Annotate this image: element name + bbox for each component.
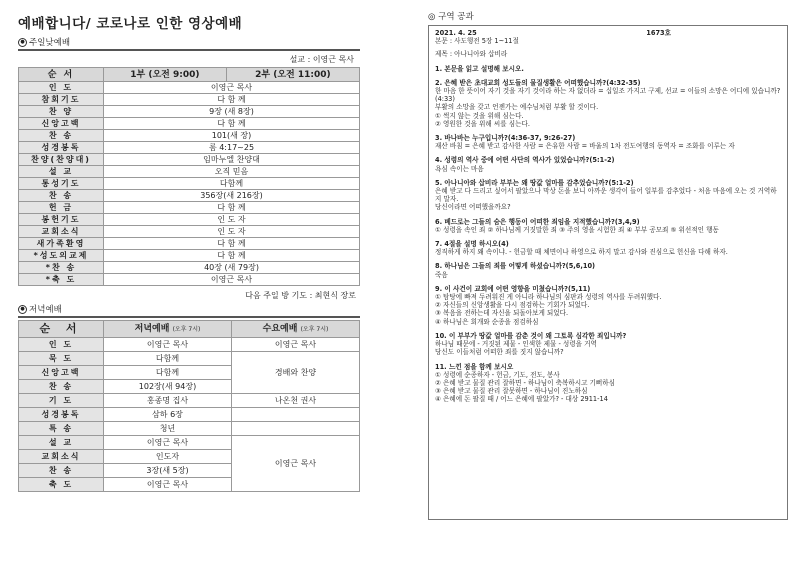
header-second-service: 2부 (오전 11:00)	[226, 68, 359, 82]
evening-rows	[19, 338, 360, 492]
sunday-rows	[19, 82, 360, 286]
question: 6. 베드로는 그들의 숨은 행동이 어떠한 죄임을 지적했습니까?(3,4,9)	[435, 217, 640, 226]
order-value: 이영근 목사	[104, 274, 360, 286]
table-row	[19, 274, 360, 286]
table-row	[19, 130, 360, 142]
table-row	[19, 394, 360, 408]
wednesday-value: 이영근 목사	[232, 436, 360, 492]
wednesday-value: 나온천 권사	[232, 394, 360, 408]
table-row	[19, 422, 360, 436]
order-value: 40장 (새 79장)	[104, 262, 360, 274]
evening-value: 3장(새 5장)	[104, 464, 232, 478]
order-label: 참회기도	[19, 94, 104, 106]
answer-line: ④ 하나님은 회개와 순종을 점검하심	[435, 317, 539, 326]
order-label: 새가족환영	[19, 238, 104, 250]
header-order: 순 서	[19, 68, 104, 82]
order-label: 찬 송	[19, 190, 104, 202]
date-row	[435, 29, 781, 37]
header-wednesday	[232, 321, 360, 338]
next-prayer: 다음 주일 방 기도 : 최현식 장로	[245, 291, 356, 300]
answer-line: ① 성령을 속인 죄 ② 하나님께 거짓말한 죄 ③ 주의 영을 시험한 죄 ④ 부부 공모죄 ⑤ 위선적인 행동	[435, 225, 719, 234]
order-label: 묵 도	[19, 352, 104, 366]
table-row	[19, 166, 360, 178]
issue-number: 1673호	[646, 29, 671, 37]
order-value: 356장(새 216장)	[104, 190, 360, 202]
answer-line: 당신이라면 어떠했을까요?	[435, 203, 511, 212]
order-label: 성경봉독	[19, 142, 104, 154]
order-value: 이영근 목사	[104, 82, 360, 94]
order-value: 9장 (새 8장)	[104, 106, 360, 118]
order-value: 101(새 장)	[104, 130, 360, 142]
order-value: 다 함 께	[104, 94, 360, 106]
order-label: 찬 송	[19, 130, 104, 142]
order-value: 다 함 께	[104, 238, 360, 250]
page-title: 예배합니다/ 코로나로 인한 영상예배	[18, 16, 243, 32]
evening-value: 다함께	[104, 352, 232, 366]
divider	[18, 316, 360, 318]
order-label: *축 도	[19, 274, 104, 286]
answer-line: ② 자신들의 신앙생활을 다시 점검하는 기회가 되었다.	[435, 301, 590, 310]
table-row	[19, 190, 360, 202]
table-row	[19, 94, 360, 106]
header-wednesday-label: 수요예배	[262, 323, 298, 334]
lesson-heading: ◎ 구역 공과	[428, 12, 474, 22]
table-row	[19, 106, 360, 118]
order-label: 통성기도	[19, 178, 104, 190]
question: 5. 아나니아와 삽비라 부부는 왜 땅값 얼마를 감추었습니까?(5:1-2)	[435, 178, 634, 187]
evening-value: 청년	[104, 422, 232, 436]
question: 4. 성령의 역사 중에 어떤 사단의 역사가 있었습니까?(5:1-2)	[435, 156, 615, 165]
order-value: 오직 믿음	[104, 166, 360, 178]
text-reference: 본문 : 사도행전 5장 1~11절	[435, 37, 519, 46]
answer-line: 부활의 소망을 갖고 언젠가는 예수님처럼 부활 할 것이다.	[435, 103, 599, 112]
evening-section-heading	[18, 303, 360, 315]
answer-line: 죽음	[435, 270, 448, 279]
answer-line: 하나님 때문에 - 거짓된 제물 - 인색한 제물 - 성령을 거역	[435, 340, 597, 349]
table-row	[19, 238, 360, 250]
order-label: 교회소식	[19, 226, 104, 238]
answer-line: 재산 바침 = 은혜 받고 감사한 사람 = 은유한 사람 = 바울의 1차 전도여행의 동역자 = 조화를 이루는 자	[435, 142, 735, 151]
answer-line: ③ 복음을 전하는데 자신을 되돌아보게 되었다.	[435, 309, 569, 318]
order-label: 교회소식	[19, 450, 104, 464]
table-row	[19, 250, 360, 262]
lesson-heading-label: 구역 공과	[438, 12, 474, 22]
lesson-subject: 제목 : 아나니아와 삽비라	[435, 50, 508, 59]
order-label: 신앙고백	[19, 118, 104, 130]
wednesday-value: 경배와 찬양	[232, 352, 360, 394]
header-evening-label: 저녁예배	[134, 323, 170, 334]
order-label: 봉헌기도	[19, 214, 104, 226]
header-evening-time: (오후 7시)	[172, 325, 201, 333]
order-label: 설 교	[19, 166, 104, 178]
table-row	[19, 352, 360, 366]
table-row	[19, 408, 360, 422]
worship-order-panel	[18, 12, 360, 492]
header-wednesday-time: (오후 7시)	[300, 325, 329, 333]
lesson-items	[435, 65, 781, 404]
lesson-box	[428, 25, 788, 520]
order-label: *성도의교제	[19, 250, 104, 262]
question: 9. 이 사건이 교회에 어떤 영향을 미쳤습니까?(5,11)	[435, 284, 591, 293]
cell-lesson-panel	[428, 10, 788, 520]
table-row	[19, 436, 360, 450]
table-row	[19, 154, 360, 166]
order-value: 다 함 께	[104, 202, 360, 214]
order-label: 성경봉독	[19, 408, 104, 422]
header-first-service: 1부 (오전 9:00)	[104, 68, 227, 82]
order-label: *찬 송	[19, 262, 104, 274]
question: 3. 바나바는 누구입니까?(4:36-37, 9:26-27)	[435, 134, 576, 143]
order-label: 축 도	[19, 478, 104, 492]
header-order: 순 서	[19, 321, 104, 338]
table-row	[19, 82, 360, 94]
order-value: 롬 4:17~25	[104, 142, 360, 154]
order-label: 헌 금	[19, 202, 104, 214]
order-value: 다 함 께	[104, 118, 360, 130]
table-row	[19, 226, 360, 238]
evening-value: 홍종명 집사	[104, 394, 232, 408]
evening-value: 삼하 6장	[104, 408, 232, 422]
answer-line: ① 성령에 순종하자 - 헌금, 기도, 전도, 봉사	[435, 370, 560, 379]
order-value: 인 도 자	[104, 214, 360, 226]
table-header-row	[19, 321, 360, 338]
question: 10. 이 부부가 땅값 얼마를 감춘 것이 왜 그토록 심각한 죄입니까?	[435, 331, 627, 340]
evening-section-label: 저녁예배	[29, 305, 62, 315]
sunday-order-table	[18, 67, 360, 286]
order-label: 특 송	[19, 422, 104, 436]
question: 2. 은혜 받은 초대교회 성도들의 물질생활은 어떠했습니까?(4:32-35)	[435, 78, 641, 87]
circle-bullet-icon: ●	[18, 305, 27, 314]
order-label: 설 교	[19, 436, 104, 450]
sunday-section-heading	[18, 36, 360, 48]
table-header-row	[19, 68, 360, 82]
answer-line: 한 마음 한 뜻이어 자기 것을 자기 것이라 하는 자 없더라 = 십일조 가지고 구제, 선교 = 이들의 소망은 어디에 있습니까?(4:33)	[435, 87, 781, 104]
answer-line: ② 영원한 것을 위해 씨를 심는다.	[435, 119, 530, 128]
evening-value: 이영근 목사	[104, 338, 232, 352]
table-row	[19, 118, 360, 130]
answer-line: 정직하게 하지 왜 속이냐. - 헌금할 때 체면이나 하영으로 하지 말고 감사와 진심으로 헌신을 다해 하자.	[435, 248, 728, 257]
answer-line: 은혜 받고 다 드리고 싶어서 팔았으나 막상 돈을 보니 아까운 생각이 들어 일부를 감추었다 - 처음 마음에 오는 것 거역하지 말자.	[435, 187, 777, 204]
question: 11. 느낀 점을 함께 보시오	[435, 362, 514, 371]
order-label: 찬 송	[19, 380, 104, 394]
question: 7. 4절을 설명 하시오(4)	[435, 240, 509, 249]
lesson-date: 2021. 4. 25	[435, 29, 477, 37]
answer-line: ③ 은혜 받고 물질 관리 잘못하면 - 하나님이 진노하심	[435, 387, 588, 396]
table-row	[19, 178, 360, 190]
wednesday-value: 이영근 목사	[232, 338, 360, 352]
table-row	[19, 202, 360, 214]
answer-line: 욕심 속이는 마음	[435, 164, 484, 173]
order-label: 기 도	[19, 394, 104, 408]
order-value: 임마누엘 찬양대	[104, 154, 360, 166]
table-row	[19, 214, 360, 226]
evening-value: 이영근 목사	[104, 436, 232, 450]
table-row	[19, 338, 360, 352]
order-label: 찬 송	[19, 464, 104, 478]
order-label: 인 도	[19, 82, 104, 94]
header-evening	[104, 321, 232, 338]
table-row	[19, 262, 360, 274]
circle-bullet-icon: ●	[18, 38, 27, 47]
evening-order-table	[18, 320, 360, 492]
sunday-section-label: 주일낮예배	[29, 38, 71, 48]
order-label: 찬양(찬양대)	[19, 154, 104, 166]
divider	[18, 49, 360, 51]
answer-line: ④ 은혜에 돈 팔질 때 / 어느 은혜에 팔았가? - 대상 2911-14	[435, 395, 608, 404]
order-label: 인 도	[19, 338, 104, 352]
wednesday-value	[232, 422, 360, 436]
evening-value: 102장(새 94장)	[104, 380, 232, 394]
evening-value: 이영근 목사	[104, 478, 232, 492]
answer-line: ② 은혜 받고 물질 관리 잘하면 - 하나님이 축복하시고 기뻐하심	[435, 378, 616, 387]
preacher-line: 설교 : 이영근 목사	[289, 55, 354, 64]
question: 8. 하나님은 그들의 죄를 어떻게 하셨습니까?(5,6,10)	[435, 262, 596, 271]
answer-line: 당신도 이들처럼 어떠한 죄를 짓지 않습니까?	[435, 348, 564, 357]
order-label: 신앙고백	[19, 366, 104, 380]
order-value: 다함께	[104, 178, 360, 190]
table-row	[19, 142, 360, 154]
answer-line: ① 썩지 않는 것을 위해 심는다.	[435, 111, 524, 120]
answer-line: ① 탐탕에 빠져 두려워진 게 아니라 하나님의 심판과 성령의 역사를 두려워했다.	[435, 293, 662, 302]
order-value: 인 도 자	[104, 226, 360, 238]
order-label: 찬 양	[19, 106, 104, 118]
evening-value: 다함께	[104, 366, 232, 380]
order-value: 다 함 께	[104, 250, 360, 262]
evening-value: 인도자	[104, 450, 232, 464]
wednesday-value	[232, 408, 360, 422]
question: 1. 본문을 읽고 설명해 보시오.	[435, 64, 524, 73]
